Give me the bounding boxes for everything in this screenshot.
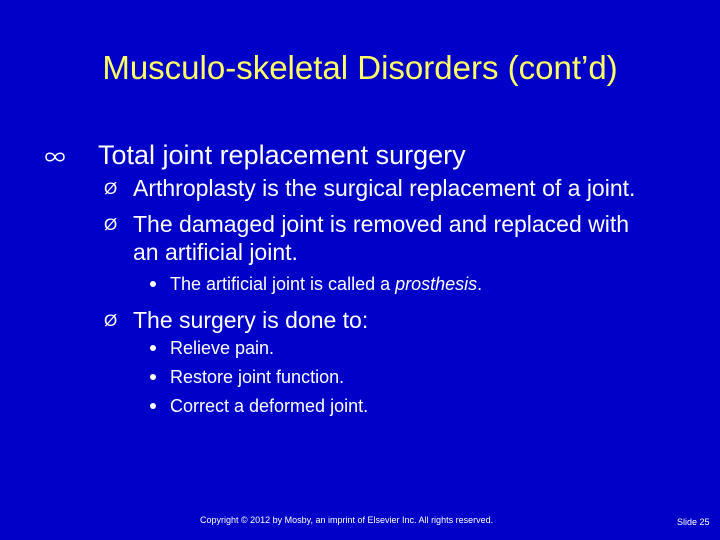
sub-bullet-relieve-pain: Relieve pain. bbox=[170, 338, 275, 358]
sub-bullet-prosthesis-prefix: The artificial joint is called a bbox=[170, 274, 396, 294]
dot-bullet-icon bbox=[150, 281, 156, 287]
bullet-arthroplasty: Arthroplasty is the surgical replacement of a joint. bbox=[133, 175, 636, 201]
sub-bullet-prosthesis bbox=[170, 272, 482, 296]
dot-bullet-icon bbox=[150, 345, 156, 351]
slide-title: Musculo-skeletal Disorders (cont’d) bbox=[102, 49, 618, 86]
level1-text: Total joint replacement surgery bbox=[98, 140, 466, 170]
sub-bullet-correct-deformity: Correct a deformed joint. bbox=[170, 396, 369, 416]
slide-number: Slide 25 bbox=[677, 517, 710, 527]
prosthesis-term: prosthesis bbox=[395, 274, 478, 294]
sub-bullet-prosthesis-suffix: . bbox=[477, 274, 483, 294]
infinity-glyph-icon bbox=[42, 150, 68, 164]
arrow-bullet-icon: Ø bbox=[104, 215, 118, 234]
dot-bullet-icon bbox=[150, 374, 156, 380]
sub-bullet-restore-function: Restore joint function. bbox=[170, 367, 345, 387]
bullet-damaged-joint-line1: The damaged joint is removed and replaced with bbox=[133, 211, 630, 237]
arrow-bullet-icon: Ø bbox=[104, 311, 118, 330]
bullet-damaged-joint-line2: an artificial joint. bbox=[133, 239, 298, 265]
copyright-footer: Copyright © 2012 by Mosby, an imprint of Elsevier Inc. All rights reserved. bbox=[200, 515, 494, 525]
arrow-bullet-icon: Ø bbox=[104, 179, 118, 198]
bullet-surgery-done-to: The surgery is done to: bbox=[133, 307, 369, 333]
dot-bullet-icon bbox=[150, 403, 156, 409]
